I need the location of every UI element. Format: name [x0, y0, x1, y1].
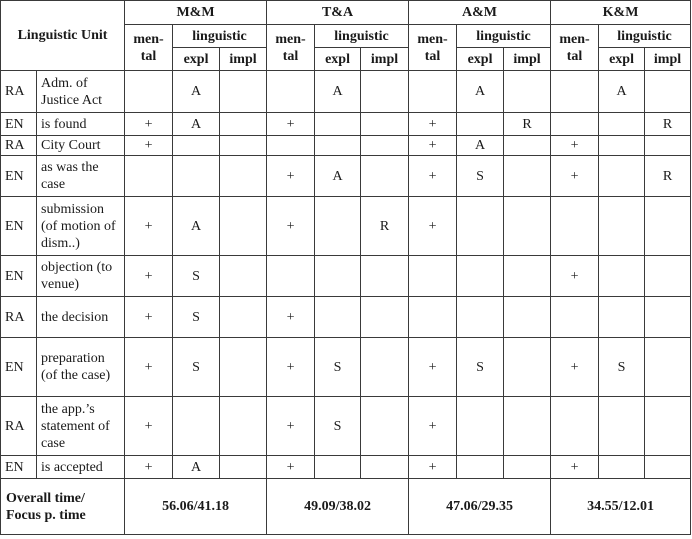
mark-cell — [457, 397, 504, 456]
mark-cell — [315, 113, 361, 136]
mark-cell — [173, 156, 220, 197]
row-unit-label: as was the case — [37, 156, 125, 197]
mental-header: men-tal — [409, 25, 457, 71]
mark-cell: A — [599, 71, 645, 113]
mark-cell — [267, 256, 315, 297]
linguistic-header: linguistic — [173, 25, 267, 48]
row-type-code: RA — [1, 71, 37, 113]
mark-cell — [457, 113, 504, 136]
mark-cell — [361, 397, 409, 456]
mark-cell — [315, 297, 361, 338]
mark-cell — [361, 136, 409, 156]
mark-cell — [551, 297, 599, 338]
mark-cell — [361, 156, 409, 197]
mark-cell — [504, 71, 551, 113]
linguistic-unit-header: Linguistic Unit — [1, 1, 125, 71]
mark-cell — [504, 156, 551, 197]
mark-cell — [267, 136, 315, 156]
row-unit-label: objection (to venue) — [37, 256, 125, 297]
row-type-code: EN — [1, 113, 37, 136]
mark-cell: + — [267, 456, 315, 479]
mark-cell — [361, 338, 409, 397]
table-row — [1, 456, 691, 479]
mark-cell: + — [125, 256, 173, 297]
mark-cell — [361, 113, 409, 136]
overall-time-label: Overall time/ Focus p. time — [1, 479, 125, 535]
mark-cell: + — [125, 136, 173, 156]
mark-cell: S — [315, 338, 361, 397]
row-type-code: RA — [1, 136, 37, 156]
mark-cell — [457, 197, 504, 256]
mark-cell — [599, 156, 645, 197]
mark-cell — [220, 156, 267, 197]
mark-cell — [599, 456, 645, 479]
mark-cell — [504, 297, 551, 338]
mark-cell — [220, 71, 267, 113]
table-row — [1, 136, 691, 156]
mark-cell — [220, 338, 267, 397]
mark-cell — [220, 256, 267, 297]
table-row — [1, 197, 691, 256]
mark-cell — [361, 297, 409, 338]
mark-cell: + — [267, 338, 315, 397]
mark-cell — [173, 136, 220, 156]
mark-cell — [220, 456, 267, 479]
mark-cell — [125, 71, 173, 113]
row-type-code: EN — [1, 156, 37, 197]
mark-cell: + — [409, 456, 457, 479]
mark-cell — [645, 136, 691, 156]
mark-cell — [361, 256, 409, 297]
row-unit-label: the app.’s statement of case — [37, 397, 125, 456]
mark-cell: S — [315, 397, 361, 456]
table-row — [1, 397, 691, 456]
expl-header: expl — [315, 48, 361, 71]
mark-cell — [457, 456, 504, 479]
mark-cell: S — [173, 256, 220, 297]
mark-cell: R — [361, 197, 409, 256]
mark-cell: S — [173, 338, 220, 397]
mark-cell: + — [267, 297, 315, 338]
mental-header: men-tal — [125, 25, 173, 71]
row-type-code: RA — [1, 297, 37, 338]
mark-cell: + — [125, 456, 173, 479]
row-unit-label: is accepted — [37, 456, 125, 479]
mark-cell — [645, 456, 691, 479]
overall-time-value: 34.55/12.01 — [551, 479, 691, 535]
table-header — [1, 1, 691, 71]
mental-header: men-tal — [267, 25, 315, 71]
mark-cell: A — [457, 71, 504, 113]
mark-cell — [645, 397, 691, 456]
table-row — [1, 156, 691, 197]
mark-cell: R — [645, 113, 691, 136]
row-unit-label: is found — [37, 113, 125, 136]
mark-cell — [504, 136, 551, 156]
mark-cell — [315, 456, 361, 479]
mark-cell — [504, 197, 551, 256]
mark-cell: R — [645, 156, 691, 197]
mark-cell: + — [409, 113, 457, 136]
impl-header: impl — [361, 48, 409, 71]
mark-cell: A — [457, 136, 504, 156]
mark-cell — [220, 113, 267, 136]
mark-cell: + — [409, 156, 457, 197]
table-row — [1, 338, 691, 397]
mark-cell — [599, 197, 645, 256]
mark-cell: S — [599, 338, 645, 397]
mark-cell — [599, 113, 645, 136]
mark-cell — [457, 256, 504, 297]
mark-cell: S — [457, 338, 504, 397]
mark-cell: + — [125, 197, 173, 256]
row-unit-label: preparation (of the case) — [37, 338, 125, 397]
pair-header: K&M — [551, 1, 691, 25]
linguistic-header: linguistic — [457, 25, 551, 48]
impl-header: impl — [220, 48, 267, 71]
mark-cell: A — [315, 71, 361, 113]
mark-cell — [599, 397, 645, 456]
table-row — [1, 113, 691, 136]
mark-cell: + — [125, 397, 173, 456]
mark-cell: S — [457, 156, 504, 197]
mental-header: men-tal — [551, 25, 599, 71]
mark-cell — [599, 297, 645, 338]
mark-cell: + — [409, 197, 457, 256]
mark-cell — [361, 456, 409, 479]
mark-cell — [645, 197, 691, 256]
row-type-code: RA — [1, 397, 37, 456]
mark-cell — [125, 156, 173, 197]
row-type-code: EN — [1, 197, 37, 256]
mark-cell — [599, 136, 645, 156]
mark-cell — [551, 197, 599, 256]
mark-cell — [315, 197, 361, 256]
overall-time-value: 49.09/38.02 — [267, 479, 409, 535]
mark-cell: + — [125, 338, 173, 397]
mark-cell: A — [315, 156, 361, 197]
mark-cell — [409, 297, 457, 338]
mark-cell — [504, 256, 551, 297]
table-footer — [1, 479, 691, 535]
mark-cell — [220, 397, 267, 456]
mark-cell — [599, 256, 645, 297]
row-unit-label: the decision — [37, 297, 125, 338]
overall-time-value: 56.06/41.18 — [125, 479, 267, 535]
table-row — [1, 256, 691, 297]
mark-cell: A — [173, 197, 220, 256]
pair-header: T&A — [267, 1, 409, 25]
mark-cell: + — [409, 397, 457, 456]
mark-cell: R — [504, 113, 551, 136]
mark-cell — [220, 136, 267, 156]
mark-cell — [504, 397, 551, 456]
mark-cell — [645, 297, 691, 338]
mark-cell: + — [267, 197, 315, 256]
mark-cell: A — [173, 113, 220, 136]
mark-cell — [645, 71, 691, 113]
mark-cell: + — [551, 256, 599, 297]
table-body — [1, 71, 691, 479]
mark-cell: + — [125, 113, 173, 136]
pair-header: A&M — [409, 1, 551, 25]
pair-header: M&M — [125, 1, 267, 25]
mark-cell: + — [267, 113, 315, 136]
mark-cell — [645, 256, 691, 297]
mark-cell: + — [551, 136, 599, 156]
mark-cell: + — [551, 456, 599, 479]
row-unit-label: City Court — [37, 136, 125, 156]
expl-header: expl — [457, 48, 504, 71]
mark-cell: + — [409, 338, 457, 397]
mark-cell: A — [173, 456, 220, 479]
mark-cell — [457, 297, 504, 338]
expl-header: expl — [173, 48, 220, 71]
mark-cell — [173, 397, 220, 456]
mark-cell — [361, 71, 409, 113]
mark-cell — [551, 397, 599, 456]
mark-cell — [220, 197, 267, 256]
row-type-code: EN — [1, 456, 37, 479]
impl-header: impl — [645, 48, 691, 71]
table-row — [1, 71, 691, 113]
mark-cell — [267, 71, 315, 113]
mark-cell: + — [551, 338, 599, 397]
linguistic-header: linguistic — [315, 25, 409, 48]
row-type-code: EN — [1, 256, 37, 297]
overall-time-value: 47.06/29.35 — [409, 479, 551, 535]
mark-cell: + — [409, 136, 457, 156]
row-type-code: EN — [1, 338, 37, 397]
mark-cell — [220, 297, 267, 338]
mark-cell — [551, 113, 599, 136]
row-unit-label: Adm. of Justice Act — [37, 71, 125, 113]
impl-header: impl — [504, 48, 551, 71]
mark-cell — [409, 71, 457, 113]
mark-cell: S — [173, 297, 220, 338]
linguistic-header: linguistic — [599, 25, 691, 48]
mark-cell — [504, 338, 551, 397]
mark-cell — [315, 136, 361, 156]
mark-cell — [409, 256, 457, 297]
mark-cell — [645, 338, 691, 397]
mark-cell: + — [267, 397, 315, 456]
mark-cell — [551, 71, 599, 113]
expl-header: expl — [599, 48, 645, 71]
mark-cell: A — [173, 71, 220, 113]
mark-cell: + — [267, 156, 315, 197]
row-unit-label: submission (of motion of dism..) — [37, 197, 125, 256]
mark-cell: + — [125, 297, 173, 338]
table-row — [1, 297, 691, 338]
mark-cell — [315, 256, 361, 297]
mark-cell — [504, 456, 551, 479]
mark-cell: + — [551, 156, 599, 197]
